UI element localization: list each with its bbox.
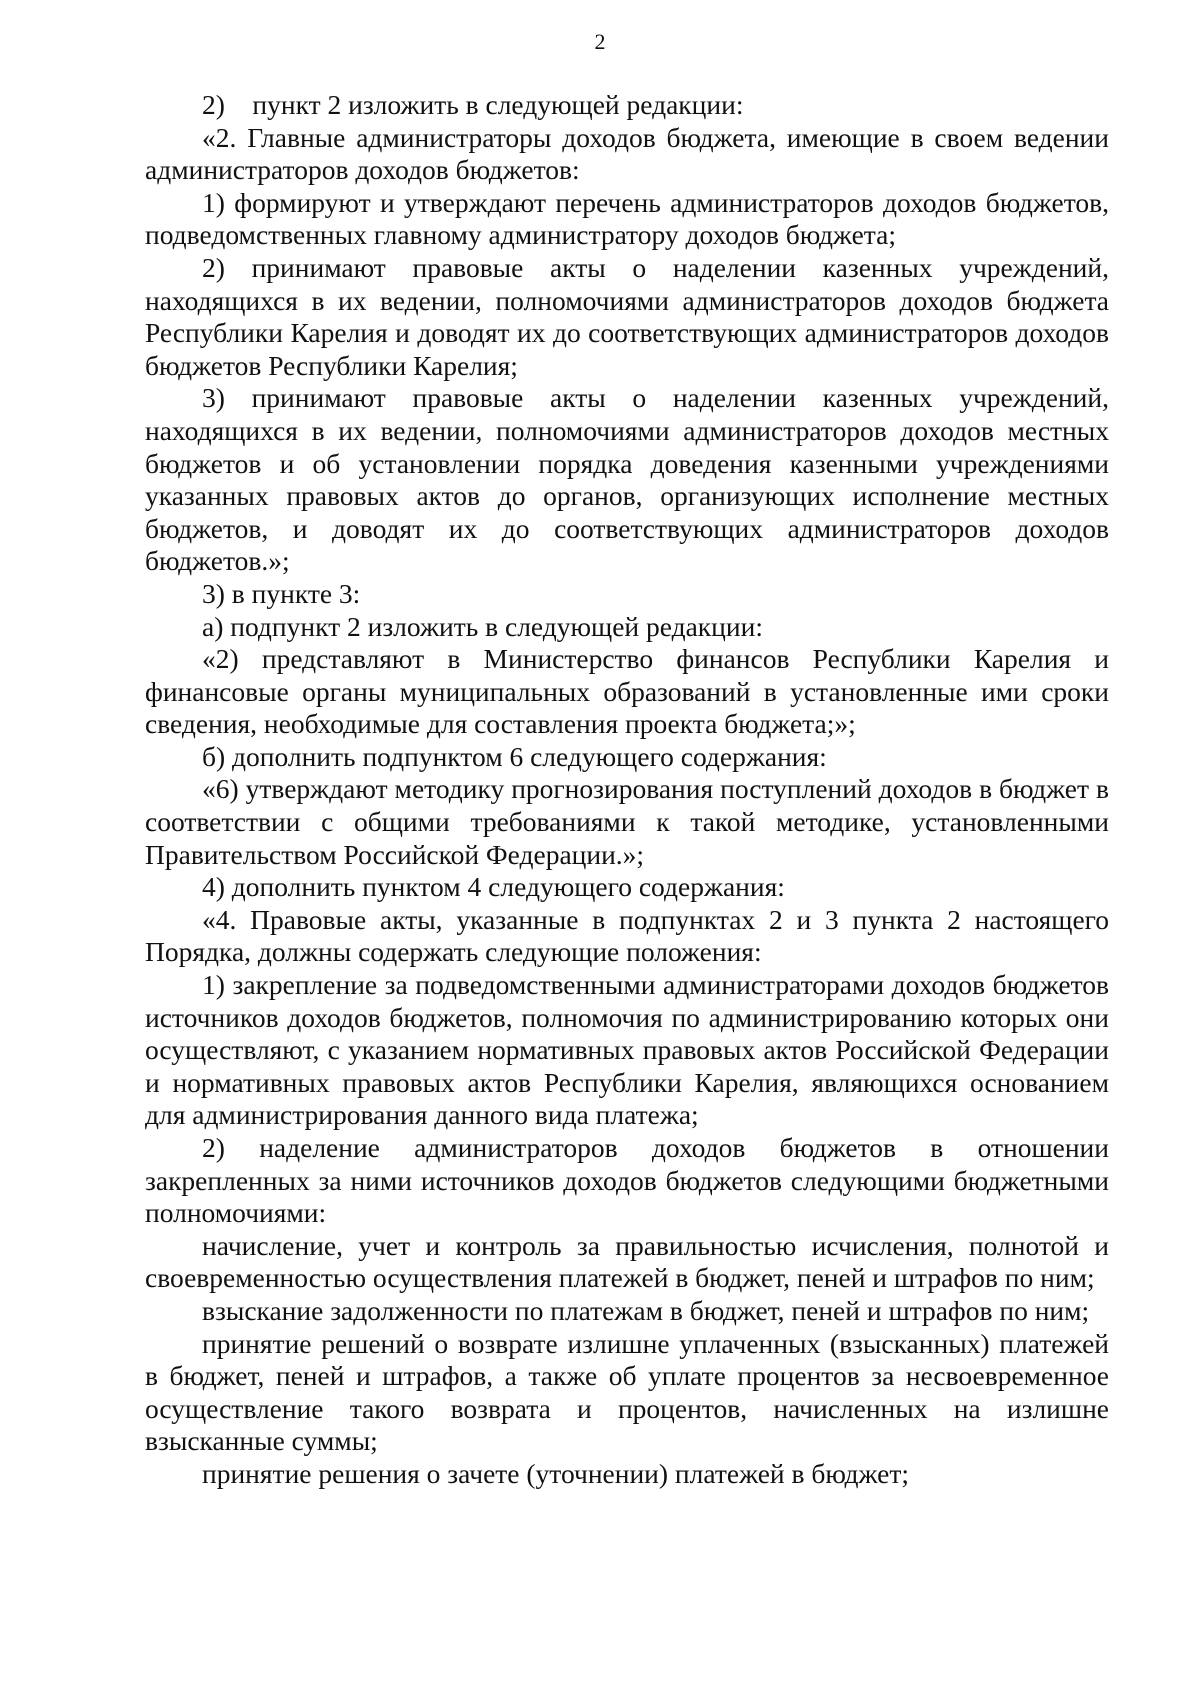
paragraph-item-3-heading: 3) в пункте 3: xyxy=(202,577,361,609)
paragraph-item-2-heading: 2) пункт 2 изложить в следующей редакции: xyxy=(202,89,744,120)
paragraph-subitem-a-text: «2) представляют в Министерство финансов Республики Карелия и финансовые органы муниципальных образований в установленные ими сроки сведения, необходимые для составления проекта бюджета;»; xyxy=(145,643,1109,740)
paragraph-subitem-b-text: «6) утверждают методику прогнозирования поступлений доходов в бюджет в соответствии с общими требованиями к такой методике, установленными Правительством Российской Федерации.»; xyxy=(145,773,1109,870)
paragraph-offset-decision: принятие решения о зачете (уточнении) платежей в бюджет; xyxy=(202,1457,910,1489)
paragraph-main-administrators: «2. Главные администраторы доходов бюджета, имеющие в своем ведении администраторов доходов бюджетов: xyxy=(145,121,1109,186)
paragraph-item-4-heading: 4) дополнить пунктом 4 следующего содержания: xyxy=(202,871,785,903)
document-body xyxy=(145,89,1109,1491)
paragraph-subitem-b: б) дополнить подпунктом 6 следующего содержания: xyxy=(202,740,827,772)
page-number: 2 xyxy=(594,29,606,54)
paragraph-refund-decisions: принятие решений о возврате излишне уплаченных (взысканных) платежей в бюджет, пеней и штрафов, а также об уплате процентов за несвоевременное осуществление такого возврата и процентов, начисленных на излишне взысканные суммы; xyxy=(145,1327,1109,1457)
paragraph-powers: 2) наделение администраторов доходов бюджетов в отношении закрепленных за ними источников доходов бюджетов следующими бюджетными полномочиями: xyxy=(145,1132,1109,1229)
paragraph-subitem-a: а) подпункт 2 изложить в следующей редакции: xyxy=(202,610,763,642)
paragraph-subitem-2: 2) принимают правовые акты о наделении казенных учреждений, находящихся в их ведении, полномочиями администраторов доходов бюджета Республики Карелия и доводят их до соответствующих администраторов доходов бюджетов Республики Карелия; xyxy=(145,251,1109,381)
paragraph-subitem-3: 3) принимают правовые акты о наделении казенных учреждений, находящихся в их ведении, полномочиями администраторов доходов местных бюджетов и об установлении порядка доведения казенными учреждениями указанных правовых актов до органов, организующих исполнение местных бюджетов, и доводят их до соответствующих администраторов доходов бюджетов.»; xyxy=(145,382,1109,577)
paragraph-accrual: начисление, учет и контроль за правильностью исчисления, полнотой и своевременностью осуществления платежей в бюджет, пеней и штрафов по ним; xyxy=(145,1229,1109,1294)
paragraph-subitem-1: 1) формируют и утверждают перечень администраторов доходов бюджетов, подведомственных главному администратору доходов бюджета; xyxy=(145,186,1109,251)
paragraph-legal-acts: «4. Правовые акты, указанные в подпунктах 2 и 3 пункта 2 настоящего Порядка, должны содержать следующие положения: xyxy=(145,903,1109,968)
paragraph-assignment: 1) закрепление за подведомственными администраторами доходов бюджетов источников доходов бюджетов, полномочия по администрированию которых они осуществляют, с указанием нормативных правовых актов Российской Федерации и нормативных правовых актов Республики Карелия, являющихся основанием для администрирования данного вида платежа; xyxy=(145,969,1109,1131)
paragraph-debt-recovery: взыскание задолженности по платежам в бюджет, пеней и штрафов по ним; xyxy=(202,1294,1090,1326)
